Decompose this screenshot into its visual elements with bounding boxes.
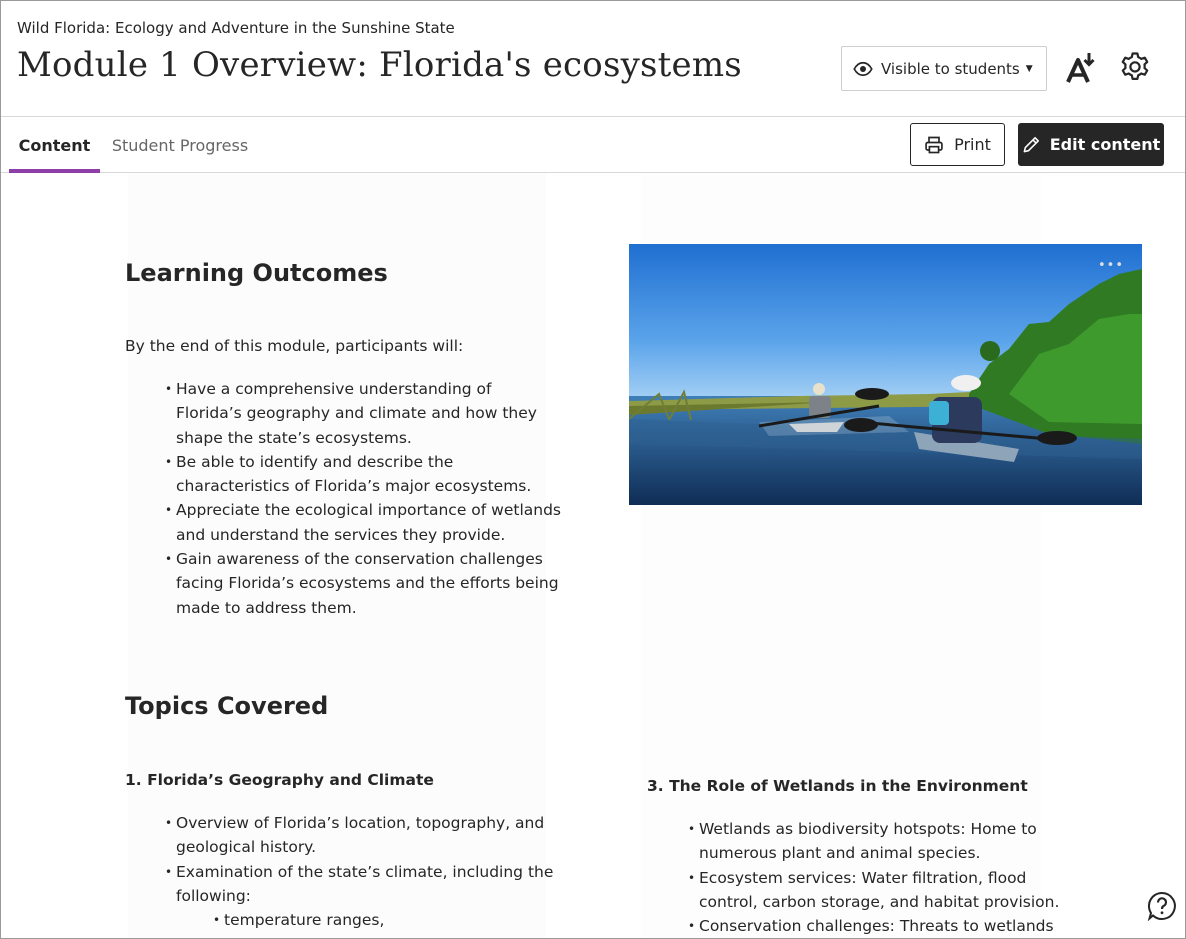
list-item: • Ecosystem services: Water filtration, flood control, carbon storage, and habitat provision. (688, 866, 1059, 915)
list-item: • Examination of the state’s climate, including the following: (165, 860, 553, 909)
tab-student-progress[interactable]: Student Progress (111, 135, 249, 155)
course-name: Wild Florida: Ecology and Adventure in the Sunshine State (17, 19, 455, 37)
printer-icon (924, 135, 944, 155)
module-content (1, 173, 1185, 939)
page-header (1, 1, 1185, 117)
caret-down-icon: ▼ (1025, 63, 1033, 74)
pencil-icon (1022, 135, 1041, 154)
print-button[interactable] (910, 123, 1005, 166)
list-item: • Appreciate the ecological importance of wetlands and understand the services they provide. (165, 498, 561, 547)
tab-content[interactable]: Content (9, 117, 100, 173)
more-options-icon[interactable]: ••• (1097, 258, 1124, 273)
list-item: • Have a comprehensive understanding of Florida’s geography and climate and how they shape the state’s ecosystems. (165, 377, 561, 450)
topics-covered-heading: Topics Covered (125, 692, 329, 720)
topic-1-list (165, 811, 553, 932)
edit-content-button[interactable] (1018, 123, 1164, 166)
ai-design-assistant-icon[interactable] (1065, 51, 1097, 85)
visibility-dropdown[interactable] (841, 46, 1047, 91)
list-subitem: • temperature ranges, (165, 908, 553, 932)
learning-outcomes-list (165, 377, 561, 620)
list-item: • Overview of Florida’s location, topography, and geological history. (165, 811, 553, 860)
list-item: • Be able to identify and describe the characteristics of Florida’s major ecosystems. (165, 450, 561, 499)
page-title: Module 1 Overview: Florida's ecosystems (17, 45, 742, 85)
learning-outcomes-heading: Learning Outcomes (125, 259, 388, 287)
visibility-label: Visible to students (881, 59, 1020, 78)
kayakers-on-river-image (629, 244, 1142, 505)
gear-icon[interactable] (1119, 51, 1151, 83)
eye-icon (853, 59, 873, 79)
tab-bar (1, 117, 1185, 173)
list-item: • Gain awareness of the conservation challenges facing Florida’s ecosystems and the efforts being made to address them. (165, 547, 561, 620)
edit-content-label: Edit content (1049, 135, 1161, 154)
help-icon[interactable] (1147, 891, 1177, 921)
topic-3-list (688, 817, 1059, 938)
kayak-photo[interactable] (629, 244, 1142, 505)
list-item: • Conservation challenges: Threats to wetlands (688, 914, 1059, 938)
topic-1-title: 1. Florida’s Geography and Climate (125, 771, 434, 789)
learning-outcomes-intro: By the end of this module, participants will: (125, 337, 464, 355)
print-label: Print (954, 135, 991, 154)
list-item: • Wetlands as biodiversity hotspots: Home to numerous plant and animal species. (688, 817, 1059, 866)
topic-3-title: 3. The Role of Wetlands in the Environment (647, 777, 1028, 795)
